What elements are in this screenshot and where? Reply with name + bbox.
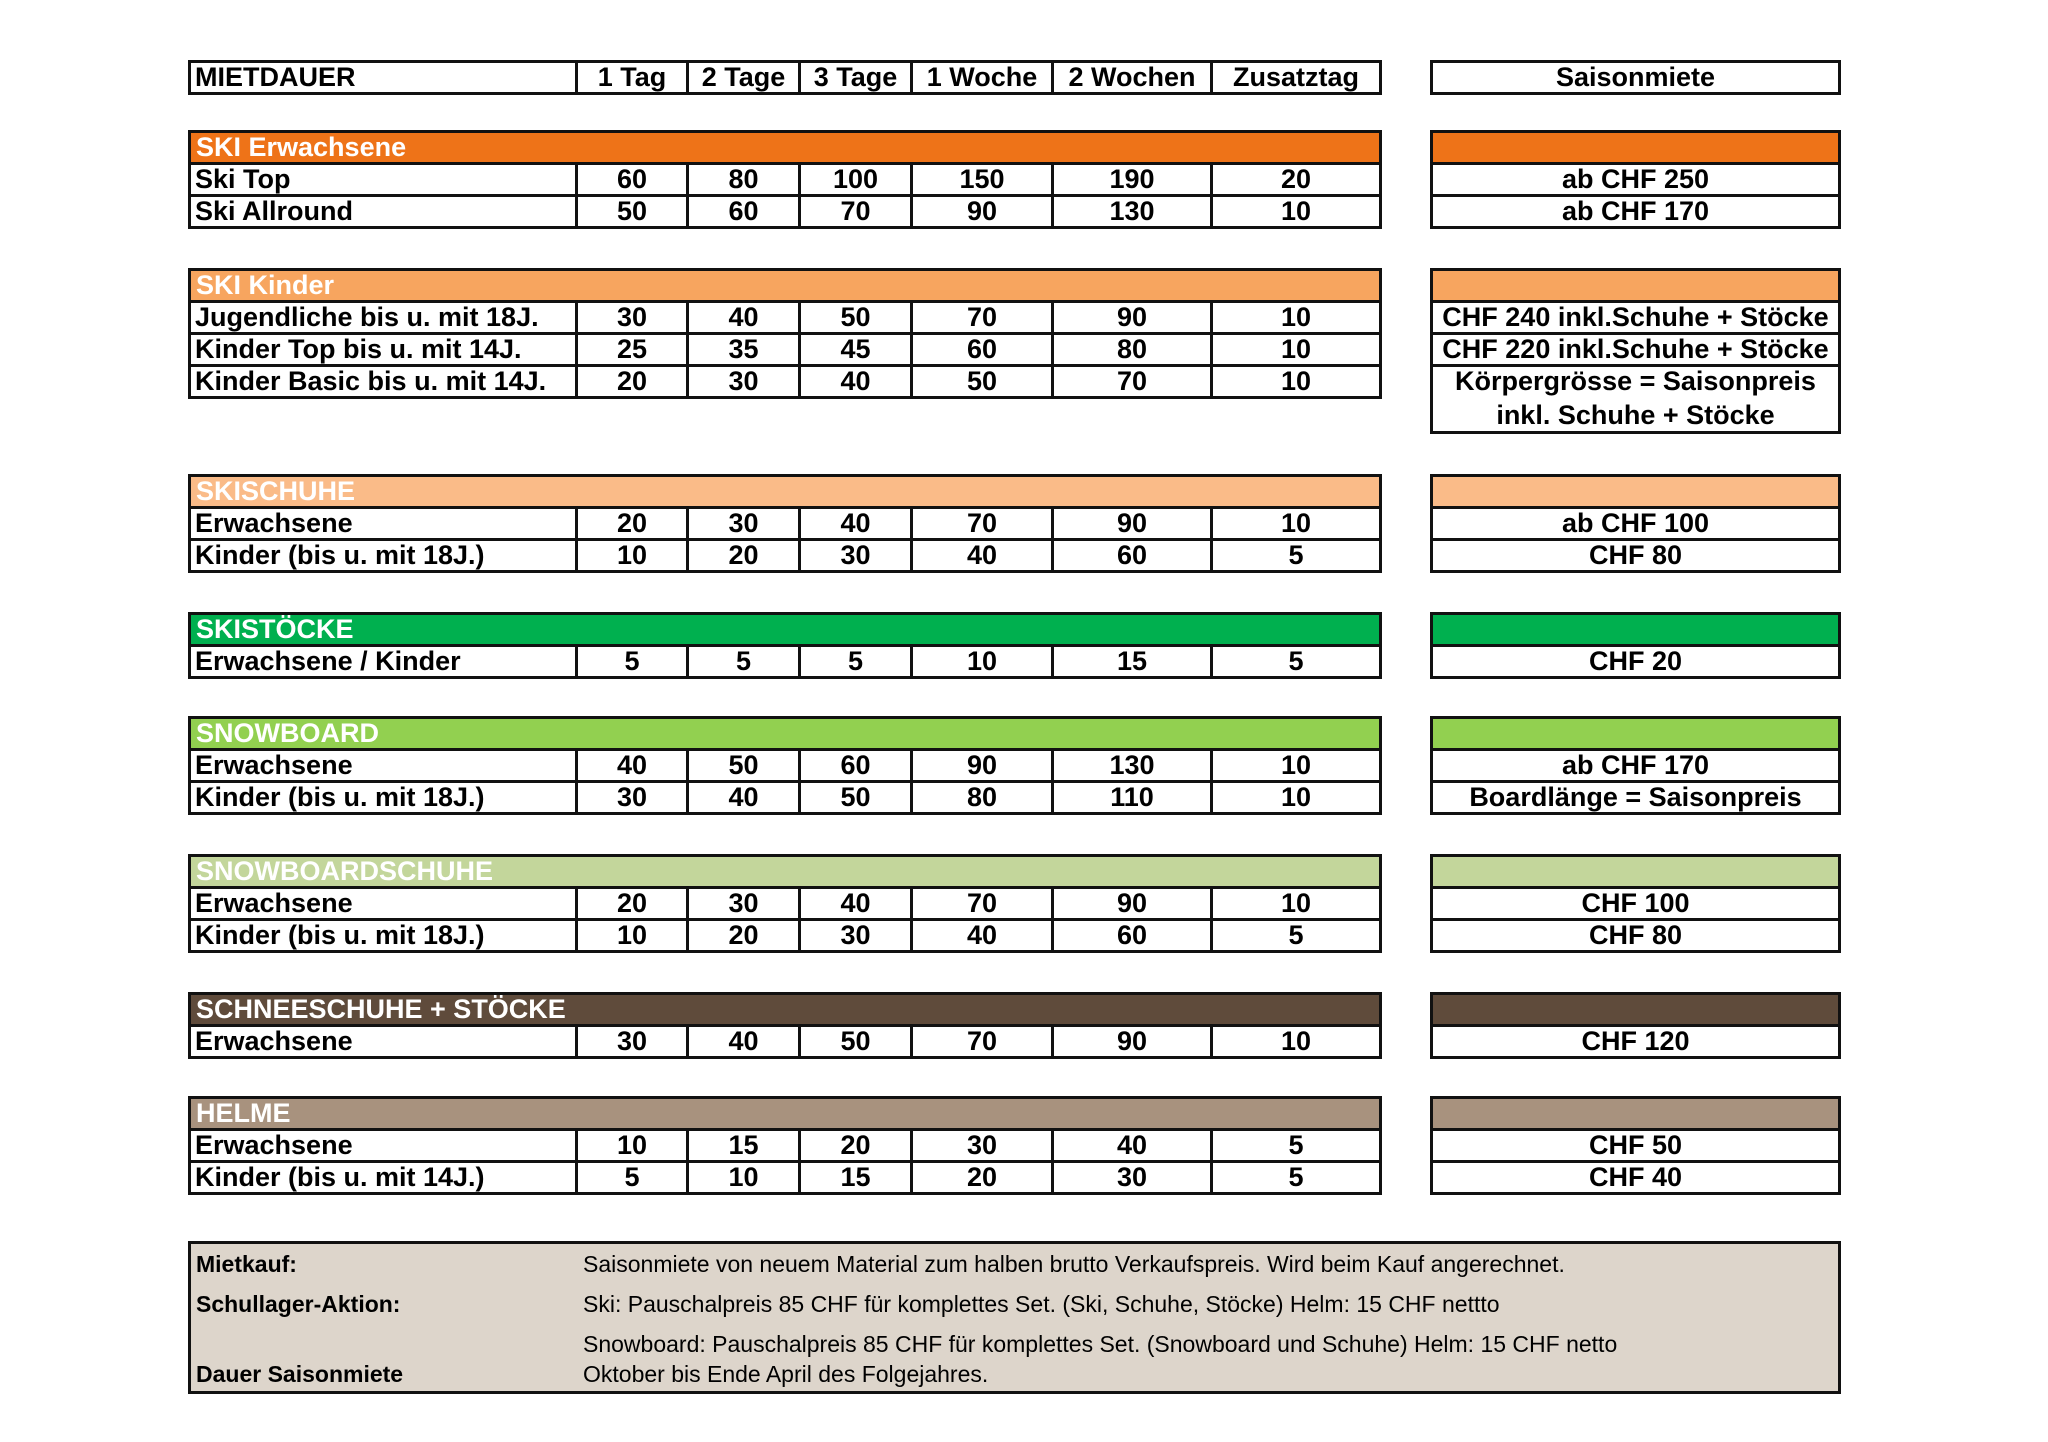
saison-value: CHF 80 xyxy=(1430,921,1841,953)
row-label: Erwachsene xyxy=(191,1027,578,1056)
price-2-wochen: 130 xyxy=(1054,751,1213,780)
saison-section-snowboard xyxy=(1430,716,1841,751)
info-line-mietkauf xyxy=(191,1244,1838,1284)
table-row xyxy=(188,1027,1382,1059)
price-1-tag: 10 xyxy=(578,1131,689,1160)
row-label: Kinder (bis u. mit 18J.) xyxy=(191,921,578,950)
section-ski-erwachsene-header: SKI Erwachsene xyxy=(188,130,1382,165)
price-3-tage: 60 xyxy=(801,751,913,780)
saison-section-ski-erwachsene xyxy=(1430,130,1841,165)
saison-value: Boardlänge = Saisonpreis xyxy=(1430,783,1841,815)
price-3-tage: 30 xyxy=(801,921,913,950)
price-3-tage: 100 xyxy=(801,165,913,194)
price-zusatztag: 10 xyxy=(1280,888,1312,918)
price-1-tag: 30 xyxy=(578,1027,689,1056)
price-1-woche: 70 xyxy=(913,889,1054,918)
price-2-tage: 35 xyxy=(689,335,801,364)
price-2-tage: 15 xyxy=(689,1131,801,1160)
saison-value: CHF 80 xyxy=(1430,541,1841,573)
price-3-tage: 70 xyxy=(801,197,913,226)
price-2-tage: 60 xyxy=(689,197,801,226)
saison-value: ab CHF 170 xyxy=(1430,751,1841,783)
price-1-woche: 60 xyxy=(913,335,1054,364)
saison-value: CHF 100 xyxy=(1430,889,1841,921)
price-1-tag: 30 xyxy=(578,303,689,332)
price-2-wochen: 90 xyxy=(1054,889,1213,918)
price-1-tag: 5 xyxy=(578,647,689,676)
price-zusatztag: 5 xyxy=(1288,540,1304,570)
price-1-woche: 80 xyxy=(913,783,1054,812)
price-zusatztag: 10 xyxy=(1280,508,1312,538)
price-1-tag: 30 xyxy=(578,783,689,812)
info-text: Saisonmiete von neuem Material zum halben brutto Verkaufspreis. Wird beim Kauf angerechnet. xyxy=(583,1250,1565,1277)
table-row xyxy=(188,509,1382,541)
price-1-tag: 5 xyxy=(578,1163,689,1192)
price-2-wochen: 130 xyxy=(1054,197,1213,226)
price-1-tag: 10 xyxy=(578,541,689,570)
price-2-wochen: 40 xyxy=(1054,1131,1213,1160)
price-2-wochen: 110 xyxy=(1054,783,1213,812)
section-schneeschuhe-header: SCHNEESCHUHE + STÖCKE xyxy=(188,992,1382,1027)
row-label: Ski Top xyxy=(191,165,578,194)
saison-section-schneeschuhe xyxy=(1430,992,1841,1027)
saison-value: CHF 20 xyxy=(1430,647,1841,679)
saison-section-skischuhe xyxy=(1430,474,1841,509)
price-table xyxy=(188,60,1382,1220)
price-zusatztag: 20 xyxy=(1280,164,1312,194)
row-label: Kinder (bis u. mit 14J.) xyxy=(191,1163,578,1192)
price-1-tag: 60 xyxy=(578,165,689,194)
section-snowboard-header: SNOWBOARD xyxy=(188,716,1382,751)
price-1-woche: 10 xyxy=(913,647,1054,676)
price-2-wochen: 80 xyxy=(1054,335,1213,364)
info-text: Oktober bis Ende April des Folgejahres. xyxy=(583,1360,989,1387)
saison-section-skistoecke xyxy=(1430,612,1841,647)
price-3-tage: 45 xyxy=(801,335,913,364)
price-1-woche: 90 xyxy=(913,751,1054,780)
info-text: Ski: Pauschalpreis 85 CHF für komplettes Set. (Ski, Schuhe, Stöcke) Helm: 15 CHF nettto xyxy=(583,1290,1500,1317)
price-2-tage: 20 xyxy=(689,921,801,950)
price-1-tag: 20 xyxy=(578,889,689,918)
section-helme-header: HELME xyxy=(188,1096,1382,1131)
price-1-woche: 150 xyxy=(913,165,1054,194)
price-zusatztag: 5 xyxy=(1288,646,1304,676)
price-2-tage: 80 xyxy=(689,165,801,194)
saison-section-ski-kinder xyxy=(1430,268,1841,303)
price-2-tage: 40 xyxy=(689,1027,801,1056)
table-row xyxy=(188,303,1382,335)
price-1-woche: 50 xyxy=(913,367,1054,396)
header-2-wochen: 2 Wochen xyxy=(1054,63,1213,92)
price-1-woche: 70 xyxy=(913,303,1054,332)
price-1-woche: 70 xyxy=(913,1027,1054,1056)
price-2-tage: 10 xyxy=(689,1163,801,1192)
price-zusatztag: 10 xyxy=(1280,196,1312,226)
price-2-wochen: 60 xyxy=(1054,541,1213,570)
price-2-tage: 40 xyxy=(689,303,801,332)
table-row xyxy=(188,367,1382,399)
header-3-tage: 3 Tage xyxy=(801,63,913,92)
header-mietdauer: MIETDAUER xyxy=(191,63,578,92)
row-label: Erwachsene xyxy=(191,889,578,918)
price-zusatztag: 10 xyxy=(1280,334,1312,364)
price-zusatztag: 5 xyxy=(1288,1130,1304,1160)
price-2-wochen: 90 xyxy=(1054,303,1213,332)
row-label: Erwachsene xyxy=(191,1131,578,1160)
price-3-tage: 30 xyxy=(801,541,913,570)
price-1-woche: 40 xyxy=(913,921,1054,950)
price-1-tag: 50 xyxy=(578,197,689,226)
info-box xyxy=(188,1241,1841,1394)
table-row xyxy=(188,783,1382,815)
row-label: Erwachsene xyxy=(191,509,578,538)
row-label: Kinder Basic bis u. mit 14J. xyxy=(191,367,578,396)
price-2-tage: 40 xyxy=(689,783,801,812)
price-3-tage: 50 xyxy=(801,783,913,812)
header-saisonmiete: Saisonmiete xyxy=(1430,60,1841,95)
price-3-tage: 40 xyxy=(801,889,913,918)
price-3-tage: 5 xyxy=(801,647,913,676)
table-row xyxy=(188,165,1382,197)
price-2-wochen: 190 xyxy=(1054,165,1213,194)
saison-value: CHF 220 inkl.Schuhe + Stöcke xyxy=(1430,335,1841,367)
header-2-tage: 2 Tage xyxy=(689,63,801,92)
price-3-tage: 50 xyxy=(801,303,913,332)
price-1-tag: 20 xyxy=(578,509,689,538)
price-3-tage: 15 xyxy=(801,1163,913,1192)
price-2-wochen: 70 xyxy=(1054,367,1213,396)
table-row xyxy=(188,1131,1382,1163)
price-2-wochen: 90 xyxy=(1054,1027,1213,1056)
row-label: Kinder (bis u. mit 18J.) xyxy=(191,541,578,570)
table-row xyxy=(188,647,1382,679)
row-label: Erwachsene / Kinder xyxy=(191,647,578,676)
price-2-wochen: 90 xyxy=(1054,509,1213,538)
price-1-woche: 90 xyxy=(913,197,1054,226)
price-1-woche: 40 xyxy=(913,541,1054,570)
row-label: Erwachsene xyxy=(191,751,578,780)
price-zusatztag: 5 xyxy=(1288,920,1304,950)
saison-value: CHF 120 xyxy=(1430,1027,1841,1059)
price-2-tage: 30 xyxy=(689,889,801,918)
price-2-tage: 20 xyxy=(689,541,801,570)
price-2-wochen: 60 xyxy=(1054,921,1213,950)
info-text: Snowboard: Pauschalpreis 85 CHF für komplettes Set. (Snowboard und Schuhe) Helm: 15 CHF netto xyxy=(583,1330,1618,1357)
price-2-wochen: 15 xyxy=(1054,647,1213,676)
row-label: Jugendliche bis u. mit 18J. xyxy=(191,303,578,332)
table-row xyxy=(188,889,1382,921)
table-row xyxy=(188,751,1382,783)
price-1-tag: 40 xyxy=(578,751,689,780)
price-1-tag: 20 xyxy=(578,367,689,396)
saison-value: CHF 240 inkl.Schuhe + Stöcke xyxy=(1430,303,1841,335)
price-zusatztag: 10 xyxy=(1280,782,1312,812)
table-row xyxy=(188,1163,1382,1195)
header-1-woche: 1 Woche xyxy=(913,63,1054,92)
price-1-tag: 25 xyxy=(578,335,689,364)
saison-section-helme xyxy=(1430,1096,1841,1131)
price-3-tage: 40 xyxy=(801,367,913,396)
price-1-woche: 70 xyxy=(913,509,1054,538)
price-3-tage: 50 xyxy=(801,1027,913,1056)
saison-value: ab CHF 250 xyxy=(1430,165,1841,197)
info-line-schullager xyxy=(191,1284,1838,1324)
saison-value: ab CHF 100 xyxy=(1430,509,1841,541)
price-zusatztag: 10 xyxy=(1280,366,1312,396)
price-1-woche: 30 xyxy=(913,1131,1054,1160)
table-row xyxy=(188,197,1382,229)
table-header-row xyxy=(188,60,1382,95)
price-2-tage: 30 xyxy=(689,509,801,538)
price-3-tage: 40 xyxy=(801,509,913,538)
info-label: Schullager-Aktion: xyxy=(196,1290,401,1317)
row-label: Kinder Top bis u. mit 14J. xyxy=(191,335,578,364)
saison-line: inkl. Schuhe + Stöcke xyxy=(1496,400,1775,430)
row-label: Kinder (bis u. mit 18J.) xyxy=(191,783,578,812)
price-zusatztag: 10 xyxy=(1280,1026,1312,1056)
info-label: Dauer Saisonmiete xyxy=(196,1360,404,1387)
price-2-tage: 30 xyxy=(689,367,801,396)
saison-line: Körpergrösse = Saisonpreis xyxy=(1455,366,1816,397)
table-row xyxy=(188,335,1382,367)
saison-value-multiline xyxy=(1430,367,1841,434)
price-3-tage: 20 xyxy=(801,1131,913,1160)
info-label: Mietkauf: xyxy=(196,1250,297,1277)
price-zusatztag: 5 xyxy=(1288,1162,1304,1192)
price-2-tage: 5 xyxy=(689,647,801,676)
price-1-woche: 20 xyxy=(913,1163,1054,1192)
price-2-tage: 50 xyxy=(689,751,801,780)
header-zusatztag: Zusatztag xyxy=(1232,62,1359,92)
saison-section-snowboardschuhe xyxy=(1430,854,1841,889)
section-snowboardschuhe-header: SNOWBOARDSCHUHE xyxy=(188,854,1382,889)
table-row xyxy=(188,541,1382,573)
price-2-wochen: 30 xyxy=(1054,1163,1213,1192)
info-line-dauer xyxy=(191,1354,1838,1394)
section-skischuhe-header: SKISCHUHE xyxy=(188,474,1382,509)
row-label: Ski Allround xyxy=(191,197,578,226)
saison-value: CHF 40 xyxy=(1430,1163,1841,1195)
price-1-tag: 10 xyxy=(578,921,689,950)
section-ski-kinder-header: SKI Kinder xyxy=(188,268,1382,303)
section-skistoecke-header: SKISTÖCKE xyxy=(188,612,1382,647)
table-row xyxy=(188,921,1382,953)
price-zusatztag: 10 xyxy=(1280,302,1312,332)
price-zusatztag: 10 xyxy=(1280,750,1312,780)
saisonmiete-table xyxy=(1430,60,1841,1220)
saison-value: CHF 50 xyxy=(1430,1131,1841,1163)
saison-value: ab CHF 170 xyxy=(1430,197,1841,229)
header-1-tag: 1 Tag xyxy=(578,63,689,92)
